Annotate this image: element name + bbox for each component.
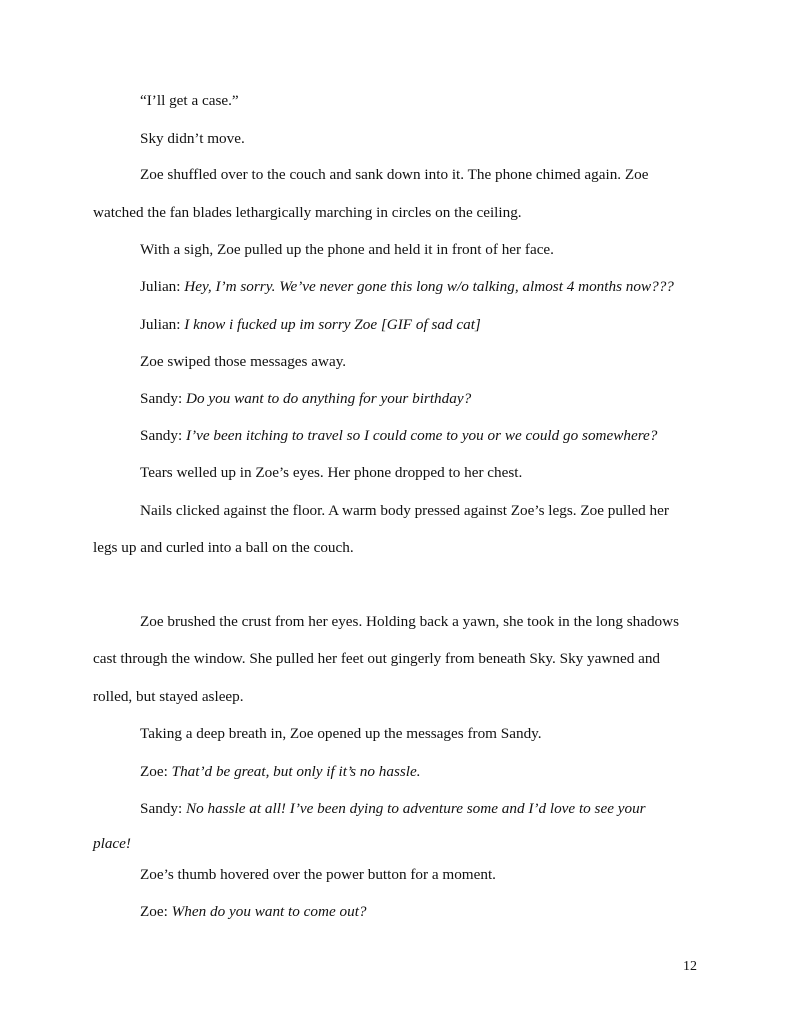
message-text: When do you want to come out?	[171, 903, 367, 920]
page-number: 12	[683, 959, 697, 974]
line-text: Sky didn’t move.	[140, 130, 245, 147]
message-text: That’d be great, but only if it’s no hassle.	[171, 763, 421, 780]
text-line	[140, 501, 700, 521]
line-text: cast through the window. She pulled her feet out gingerly from beneath Sky. Sky yawned and	[93, 650, 661, 667]
message-text: Hey, I’m sorry. We’ve never gone this long w/o talking, almost 4 months now???	[184, 278, 674, 295]
message-line	[140, 902, 700, 922]
line-text: rolled, but stayed asleep.	[93, 688, 244, 705]
message-speaker: Zoe:	[140, 763, 168, 780]
message-speaker: Julian:	[140, 278, 181, 295]
text-line	[140, 240, 700, 260]
message-text: No hassle at all! I’ve been dying to adventure some and I’d love to see your	[186, 800, 646, 817]
text-line	[140, 724, 700, 744]
message-line	[140, 389, 700, 409]
text-line	[140, 91, 700, 111]
line-text: Taking a deep breath in, Zoe opened up the messages from Sandy.	[140, 725, 542, 742]
line-text: Tears welled up in Zoe’s eyes. Her phone dropped to her chest.	[140, 464, 523, 481]
line-text: Zoe shuffled over to the couch and sank down into it. The phone chimed again. Zoe	[140, 166, 649, 183]
text-line	[93, 649, 703, 669]
message-line	[140, 315, 700, 335]
message-speaker: Julian:	[140, 316, 181, 333]
message-line	[140, 799, 700, 819]
line-text: Nails clicked against the floor. A warm body pressed against Zoe’s legs. Zoe pulled her	[140, 502, 669, 519]
message-line	[140, 277, 700, 297]
message-text: I know i fucked up im sorry Zoe [GIF of sad cat]	[184, 316, 481, 333]
text-line	[93, 687, 703, 707]
line-text: watched the fan blades lethargically marching in circles on the ceiling.	[93, 204, 522, 221]
text-line	[140, 352, 700, 372]
line-text: legs up and curled into a ball on the couch.	[93, 539, 354, 556]
message-line	[140, 762, 700, 782]
message-speaker: Sandy:	[140, 427, 183, 444]
message-text: place!	[93, 835, 131, 852]
text-line	[140, 612, 700, 632]
text-line	[140, 463, 700, 483]
message-speaker: Zoe:	[140, 903, 168, 920]
text-line	[140, 865, 700, 885]
line-text: With a sigh, Zoe pulled up the phone and held it in front of her face.	[140, 241, 554, 258]
line-text: Zoe swiped those messages away.	[140, 353, 347, 370]
message-continuation	[93, 834, 703, 854]
text-line	[140, 129, 700, 149]
message-speaker: Sandy:	[140, 390, 183, 407]
text-line	[140, 165, 700, 185]
message-text: Do you want to do anything for your birthday?	[186, 390, 472, 407]
text-line	[93, 203, 703, 223]
text-line	[93, 538, 703, 558]
line-text: “I’ll get a case.”	[140, 92, 239, 109]
line-text: Zoe’s thumb hovered over the power button for a moment.	[140, 866, 496, 883]
line-text: Zoe brushed the crust from her eyes. Holding back a yawn, she took in the long shadows	[140, 613, 680, 630]
message-speaker: Sandy:	[140, 800, 183, 817]
message-line	[140, 426, 700, 446]
message-text: I’ve been itching to travel so I could come to you or we could go somewhere?	[186, 427, 658, 444]
